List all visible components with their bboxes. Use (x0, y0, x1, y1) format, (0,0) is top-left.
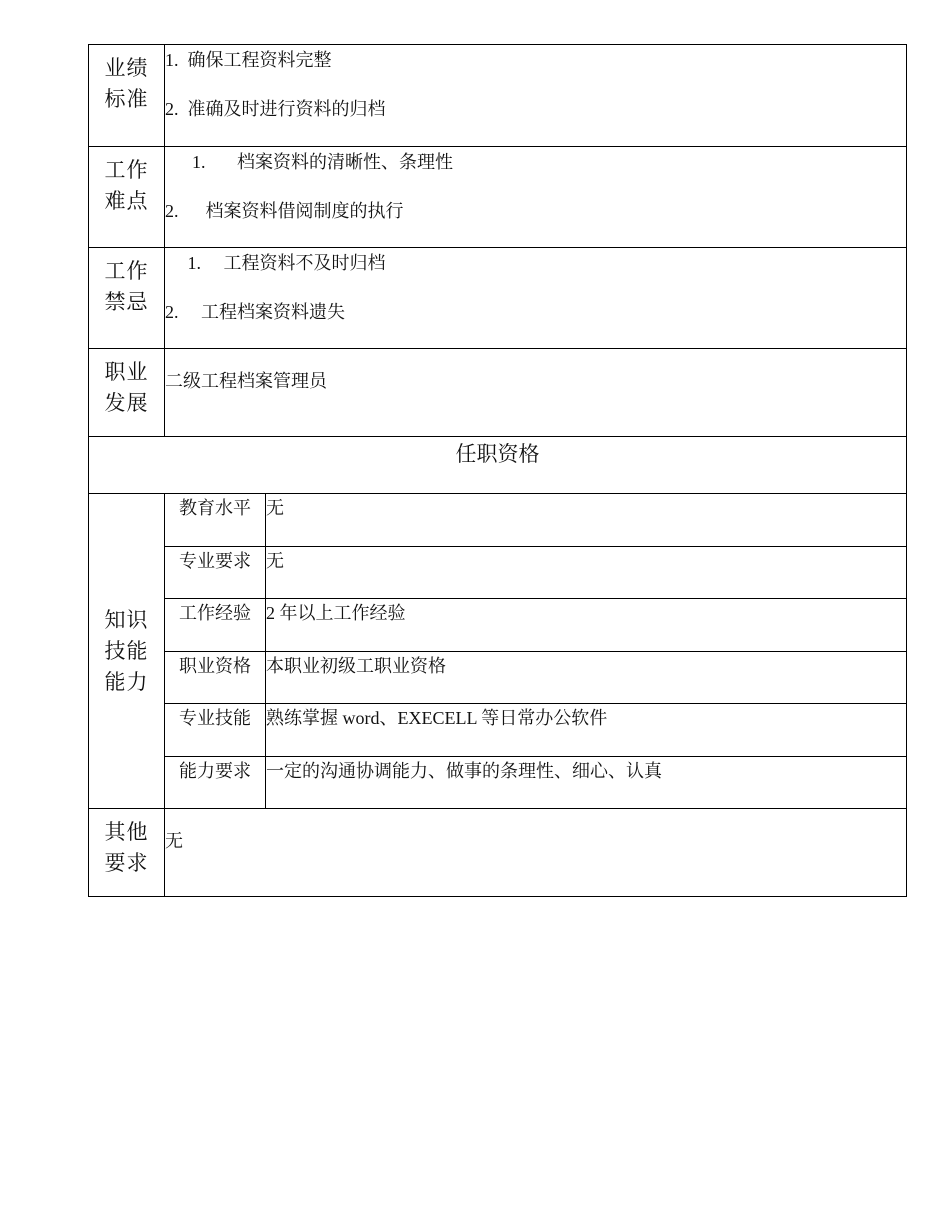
ability-value: 一定的沟通协调能力、做事的条理性、细心、认真 (266, 757, 907, 809)
difficulty-item: 2. 档案资料借阅制度的执行 (165, 201, 404, 221)
prohibition-row (89, 248, 907, 349)
performance-row (89, 45, 907, 147)
qualification-row (89, 652, 907, 704)
prohibition-label: 工作 禁忌 (89, 248, 165, 349)
qualification-row (89, 704, 907, 757)
other-value: 无 (165, 831, 183, 851)
prohibition-item: 2. 工程档案资料遗失 (165, 302, 345, 322)
ability-label: 能力要求 (165, 757, 266, 809)
other-label: 其他 要求 (89, 809, 165, 897)
performance-label: 业绩 标准 (89, 45, 165, 147)
skills-value: 熟练掌握 word、EXECELL 等日常办公软件 (266, 704, 907, 757)
career-content (165, 349, 907, 437)
experience-label: 工作经验 (165, 599, 266, 652)
certification-value: 本职业初级工职业资格 (266, 652, 907, 704)
qualification-row (89, 757, 907, 809)
qualification-row (89, 547, 907, 599)
performance-item: 1. 确保工程资料完整 (165, 50, 332, 70)
other-content (165, 809, 907, 897)
performance-content (165, 45, 907, 147)
career-value: 二级工程档案管理员 (165, 371, 327, 391)
career-label: 职业 发展 (89, 349, 165, 437)
prohibition-content (165, 248, 907, 349)
certification-label: 职业资格 (165, 652, 266, 704)
qualification-row (89, 599, 907, 652)
other-row (89, 809, 907, 897)
education-value: 无 (266, 494, 907, 547)
major-label: 专业要求 (165, 547, 266, 599)
prohibition-item: 1. 工程资料不及时归档 (165, 253, 386, 273)
qualifications-title: 任职资格 (89, 437, 907, 494)
skills-label: 专业技能 (165, 704, 266, 757)
qualification-row (89, 494, 907, 547)
difficulty-content (165, 147, 907, 248)
career-row (89, 349, 907, 437)
major-value: 无 (266, 547, 907, 599)
job-description-table (88, 44, 907, 897)
performance-item: 2. 准确及时进行资料的归档 (165, 99, 386, 119)
difficulty-label: 工作 难点 (89, 147, 165, 248)
education-label: 教育水平 (165, 494, 266, 547)
difficulty-row (89, 147, 907, 248)
qualifications-title-row (89, 437, 907, 494)
qualifications-group-label: 知识 技能 能力 (89, 494, 165, 809)
difficulty-item: 1. 档案资料的清晰性、条理性 (165, 152, 453, 172)
experience-value: 2 年以上工作经验 (266, 599, 907, 652)
